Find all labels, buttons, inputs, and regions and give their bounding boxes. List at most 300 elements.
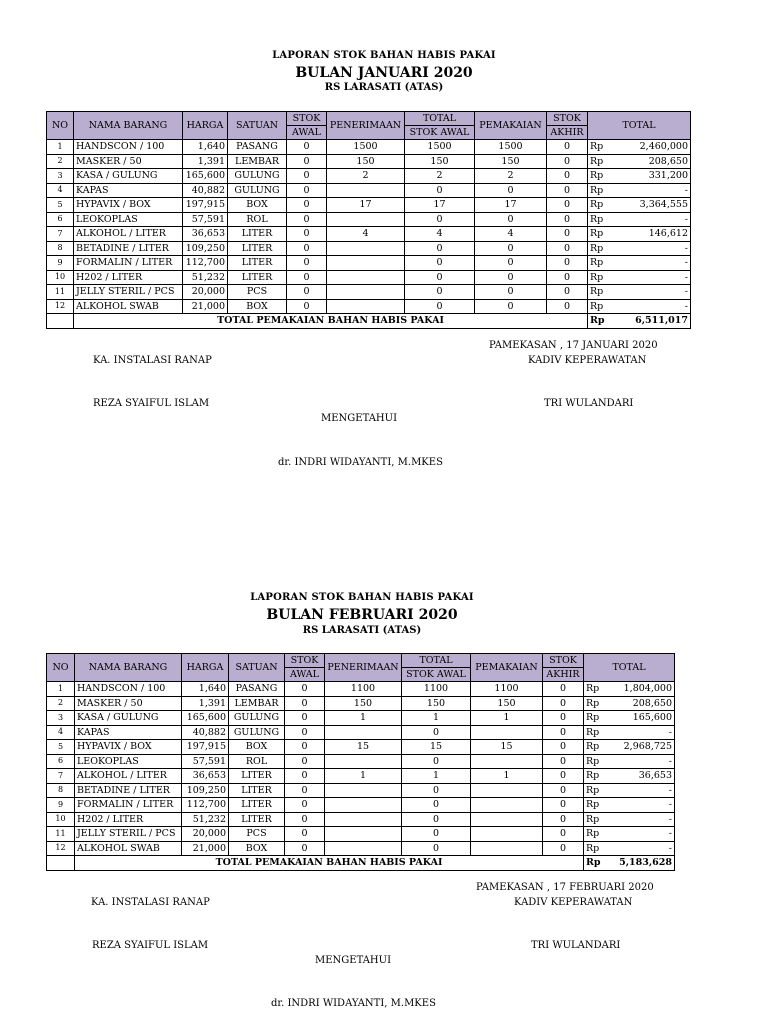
- row-stock-end: 0: [547, 299, 588, 314]
- row-received: [325, 783, 402, 798]
- report-februari: [0, 512, 768, 1024]
- row-stock-start: 0: [287, 299, 327, 314]
- row-price: 36,653: [182, 769, 229, 784]
- left-signatory-name: REZA SYAIFUL ISLAM: [93, 398, 210, 409]
- total-row-empty-cell: [47, 856, 75, 871]
- row-no: 12: [47, 299, 74, 314]
- col-header-satuan: SATUAN: [229, 654, 285, 682]
- row-total: -: [611, 183, 691, 198]
- row-stock-start: 0: [285, 696, 325, 711]
- row-usage: 17: [475, 198, 547, 213]
- row-total: -: [611, 299, 691, 314]
- row-no: 1: [47, 140, 74, 155]
- row-currency: Rp: [588, 154, 611, 169]
- row-item-name: KAPAS: [75, 725, 182, 740]
- row-unit: PCS: [229, 827, 285, 842]
- row-stock-start: 0: [285, 827, 325, 842]
- row-stock-end: 0: [547, 270, 588, 285]
- row-item-name: LEOKOPLAS: [74, 212, 183, 227]
- col-header-total-stok-top: TOTAL: [402, 654, 471, 668]
- row-stock-start: 0: [287, 212, 327, 227]
- row-total: 165,600: [606, 711, 675, 726]
- row-stock-end: 0: [543, 754, 584, 769]
- row-unit: LITER: [229, 798, 285, 813]
- row-received: 17: [327, 198, 405, 213]
- row-unit: LITER: [229, 769, 285, 784]
- row-stock-start: 0: [285, 725, 325, 740]
- row-stock-start: 0: [285, 711, 325, 726]
- row-currency: Rp: [584, 841, 606, 856]
- col-header-total-stok-bottom: STOK AWAL: [405, 126, 475, 140]
- row-stock-start: 0: [287, 256, 327, 271]
- total-currency: Rp: [588, 314, 611, 329]
- col-header-total-stok-bottom: STOK AWAL: [402, 668, 471, 682]
- row-stock-end: 0: [547, 140, 588, 155]
- row-stock-end: 0: [543, 696, 584, 711]
- total-label: TOTAL PEMAKAIAN BAHAN HABIS PAKAI: [74, 314, 588, 329]
- row-usage: 0: [475, 270, 547, 285]
- row-price: 57,591: [183, 212, 228, 227]
- row-unit: GULUNG: [228, 169, 287, 184]
- table-row: [47, 812, 675, 827]
- approver-name: dr. INDRI WIDAYANTI, M.MKES: [278, 457, 443, 468]
- row-total-stock: 0: [402, 827, 471, 842]
- row-no: 6: [47, 212, 74, 227]
- row-no: 7: [47, 227, 74, 242]
- row-usage: 0: [475, 212, 547, 227]
- row-usage: 1500: [475, 140, 547, 155]
- table-row: [47, 285, 691, 300]
- row-currency: Rp: [588, 285, 611, 300]
- row-currency: Rp: [584, 682, 606, 697]
- row-item-name: H202 / LITER: [74, 270, 183, 285]
- row-no: 9: [47, 256, 74, 271]
- table-row: [47, 154, 691, 169]
- row-price: 1,391: [182, 696, 229, 711]
- row-currency: Rp: [588, 299, 611, 314]
- col-header-stok-akhir-top: STOK: [543, 654, 584, 668]
- col-header-pemakaian: PEMAKAIAN: [475, 112, 547, 140]
- report-hospital: RS LARASATI (ATAS): [324, 82, 444, 93]
- row-usage: [471, 841, 543, 856]
- row-stock-end: 0: [543, 725, 584, 740]
- row-total: -: [611, 285, 691, 300]
- row-received: [325, 812, 402, 827]
- row-total-stock: 0: [402, 812, 471, 827]
- row-total: 3,364,555: [611, 198, 691, 213]
- row-total: 208,650: [606, 696, 675, 711]
- row-received: [325, 827, 402, 842]
- row-currency: Rp: [588, 169, 611, 184]
- row-total-stock: 0: [402, 783, 471, 798]
- col-header-stok-awal-bottom: AWAL: [285, 668, 325, 682]
- row-stock-start: 0: [285, 841, 325, 856]
- col-header-total: TOTAL: [584, 654, 675, 682]
- row-stock-start: 0: [285, 812, 325, 827]
- row-item-name: KASA / GULUNG: [75, 711, 182, 726]
- row-price: 197,915: [183, 198, 228, 213]
- table-row: [47, 740, 675, 755]
- row-item-name: FORMALIN / LITER: [74, 256, 183, 271]
- row-usage: [471, 812, 543, 827]
- mengetahui-label: MENGETAHUI: [315, 955, 392, 966]
- row-unit: BOX: [228, 299, 287, 314]
- row-currency: Rp: [588, 183, 611, 198]
- row-total-stock: 0: [405, 256, 475, 271]
- row-stock-end: 0: [547, 183, 588, 198]
- row-unit: PCS: [228, 285, 287, 300]
- row-item-name: BETADINE / LITER: [75, 783, 182, 798]
- row-total-stock: 1500: [405, 140, 475, 155]
- row-item-name: ALKOHOL / LITER: [74, 227, 183, 242]
- row-stock-start: 0: [285, 783, 325, 798]
- row-item-name: JELLY STERIL / PCS: [75, 827, 182, 842]
- row-price: 21,000: [182, 841, 229, 856]
- row-no: 5: [47, 740, 75, 755]
- row-item-name: ALKOHOL SWAB: [74, 299, 183, 314]
- row-stock-start: 0: [287, 270, 327, 285]
- row-received: 150: [327, 154, 405, 169]
- row-stock-end: 0: [543, 798, 584, 813]
- row-no: 10: [47, 270, 74, 285]
- row-stock-end: 0: [543, 812, 584, 827]
- row-received: [327, 212, 405, 227]
- row-received: 1500: [327, 140, 405, 155]
- row-price: 20,000: [182, 827, 229, 842]
- row-usage: 150: [475, 154, 547, 169]
- row-total-stock: 150: [402, 696, 471, 711]
- row-stock-end: 0: [547, 169, 588, 184]
- row-total: 331,200: [611, 169, 691, 184]
- row-stock-end: 0: [543, 783, 584, 798]
- total-currency: Rp: [584, 856, 606, 871]
- row-total-stock: 17: [405, 198, 475, 213]
- row-total: -: [611, 212, 691, 227]
- row-received: [327, 299, 405, 314]
- row-total: -: [606, 754, 675, 769]
- table-row: [47, 696, 675, 711]
- table-row: [47, 169, 691, 184]
- row-currency: Rp: [588, 198, 611, 213]
- row-usage: 1: [471, 711, 543, 726]
- row-stock-end: 0: [543, 827, 584, 842]
- col-header-total: TOTAL: [588, 112, 691, 140]
- table-row: [47, 198, 691, 213]
- row-item-name: MASKER / 50: [74, 154, 183, 169]
- left-signatory-name: REZA SYAIFUL ISLAM: [92, 940, 209, 951]
- row-total-stock: 1: [402, 769, 471, 784]
- row-currency: Rp: [584, 827, 606, 842]
- row-item-name: HYPAVIX / BOX: [74, 198, 183, 213]
- row-no: 11: [47, 827, 75, 842]
- row-usage: 0: [475, 299, 547, 314]
- right-signatory-role: KADIV KEPERAWATAN: [528, 355, 647, 366]
- row-total: 36,653: [606, 769, 675, 784]
- row-total-stock: 1100: [402, 682, 471, 697]
- row-item-name: BETADINE / LITER: [74, 241, 183, 256]
- row-item-name: MASKER / 50: [75, 696, 182, 711]
- table-row: [47, 227, 691, 242]
- report-title: LAPORAN STOK BAHAN HABIS PAKAI: [272, 50, 496, 61]
- row-unit: BOX: [229, 740, 285, 755]
- row-total: -: [606, 725, 675, 740]
- row-total-stock: 0: [402, 841, 471, 856]
- row-usage: [471, 798, 543, 813]
- table-row: [47, 827, 675, 842]
- left-signatory-role: KA. INSTALASI RANAP: [93, 355, 212, 366]
- row-received: 2: [327, 169, 405, 184]
- row-item-name: ALKOHOL / LITER: [75, 769, 182, 784]
- approver-name: dr. INDRI WIDAYANTI, M.MKES: [271, 998, 436, 1009]
- row-received: [325, 841, 402, 856]
- row-no: 6: [47, 754, 75, 769]
- row-total-stock: 4: [405, 227, 475, 242]
- row-stock-start: 0: [287, 183, 327, 198]
- row-total-stock: 0: [405, 183, 475, 198]
- col-header-harga: HARGA: [183, 112, 228, 140]
- row-price: 1,640: [183, 140, 228, 155]
- row-total-stock: 0: [402, 725, 471, 740]
- row-unit: BOX: [228, 198, 287, 213]
- row-stock-end: 0: [547, 285, 588, 300]
- row-unit: PASANG: [228, 140, 287, 155]
- row-stock-end: 0: [547, 256, 588, 271]
- report-hospital: RS LARASATI (ATAS): [302, 625, 422, 636]
- row-usage: 0: [475, 285, 547, 300]
- stock-table: [46, 653, 675, 871]
- row-stock-start: 0: [287, 140, 327, 155]
- place-date: PAMEKASAN , 17 FEBRUARI 2020: [476, 882, 654, 893]
- col-header-penerimaan: PENERIMAAN: [327, 112, 405, 140]
- row-no: 8: [47, 783, 75, 798]
- row-currency: Rp: [584, 754, 606, 769]
- row-price: 1,391: [183, 154, 228, 169]
- row-price: 109,250: [183, 241, 228, 256]
- row-stock-start: 0: [287, 285, 327, 300]
- row-total-stock: 0: [405, 270, 475, 285]
- row-total: 2,460,000: [611, 140, 691, 155]
- table-row: [47, 140, 691, 155]
- row-total: 2,968,725: [606, 740, 675, 755]
- row-usage: 4: [475, 227, 547, 242]
- row-received: [325, 754, 402, 769]
- table-row: [47, 769, 675, 784]
- row-total-stock: 0: [402, 798, 471, 813]
- row-price: 51,232: [183, 270, 228, 285]
- col-header-stok-akhir-bottom: AKHIR: [543, 668, 584, 682]
- row-total: 146,612: [611, 227, 691, 242]
- row-no: 7: [47, 769, 75, 784]
- row-usage: 0: [475, 241, 547, 256]
- row-item-name: FORMALIN / LITER: [75, 798, 182, 813]
- row-stock-end: 0: [543, 682, 584, 697]
- row-no: 11: [47, 285, 74, 300]
- row-stock-end: 0: [547, 198, 588, 213]
- table-row: [47, 256, 691, 271]
- row-currency: Rp: [588, 241, 611, 256]
- col-header-penerimaan: PENERIMAAN: [325, 654, 402, 682]
- row-item-name: HANDSCON / 100: [75, 682, 182, 697]
- row-unit: LITER: [228, 270, 287, 285]
- row-usage: [471, 754, 543, 769]
- row-price: 40,882: [183, 183, 228, 198]
- row-stock-start: 0: [285, 682, 325, 697]
- row-currency: Rp: [584, 740, 606, 755]
- row-stock-end: 0: [547, 154, 588, 169]
- right-signatory-role: KADIV KEPERAWATAN: [514, 897, 633, 908]
- row-usage: 2: [475, 169, 547, 184]
- row-unit: LEMBAR: [229, 696, 285, 711]
- mengetahui-label: MENGETAHUI: [321, 413, 398, 424]
- report-month: BULAN FEBRUARI 2020: [266, 607, 458, 623]
- table-row: [47, 299, 691, 314]
- row-usage: 0: [475, 256, 547, 271]
- row-received: [327, 256, 405, 271]
- row-usage: 1: [471, 769, 543, 784]
- col-header-stok-awal-top: STOK: [287, 112, 327, 126]
- row-stock-end: 0: [543, 711, 584, 726]
- row-currency: Rp: [588, 256, 611, 271]
- total-label: TOTAL PEMAKAIAN BAHAN HABIS PAKAI: [75, 856, 584, 871]
- row-usage: [471, 827, 543, 842]
- row-currency: Rp: [584, 798, 606, 813]
- row-unit: LITER: [229, 812, 285, 827]
- row-received: 15: [325, 740, 402, 755]
- row-unit: GULUNG: [229, 711, 285, 726]
- row-item-name: KAPAS: [74, 183, 183, 198]
- row-received: 1: [325, 769, 402, 784]
- row-no: 10: [47, 812, 75, 827]
- row-stock-end: 0: [547, 227, 588, 242]
- row-total: -: [611, 241, 691, 256]
- right-signatory-name: TRI WULANDARI: [531, 940, 621, 951]
- row-unit: LEMBAR: [228, 154, 287, 169]
- table-row: [47, 682, 675, 697]
- row-unit: LITER: [229, 783, 285, 798]
- row-received: 150: [325, 696, 402, 711]
- row-usage: 150: [471, 696, 543, 711]
- table-row: [47, 183, 691, 198]
- row-price: 36,653: [183, 227, 228, 242]
- row-total: -: [606, 841, 675, 856]
- row-total: -: [606, 783, 675, 798]
- table-row: [47, 212, 691, 227]
- row-stock-end: 0: [547, 241, 588, 256]
- row-stock-end: 0: [543, 769, 584, 784]
- row-usage: 1100: [471, 682, 543, 697]
- table-row: [47, 841, 675, 856]
- row-no: 12: [47, 841, 75, 856]
- row-stock-start: 0: [287, 169, 327, 184]
- row-price: 21,000: [183, 299, 228, 314]
- row-total-stock: 0: [402, 754, 471, 769]
- row-total-stock: 0: [405, 212, 475, 227]
- row-price: 197,915: [182, 740, 229, 755]
- row-total: -: [611, 270, 691, 285]
- row-no: 2: [47, 154, 74, 169]
- row-item-name: JELLY STERIL / PCS: [74, 285, 183, 300]
- total-value: 6,511,017: [611, 314, 691, 329]
- row-currency: Rp: [588, 270, 611, 285]
- row-currency: Rp: [584, 783, 606, 798]
- row-no: 4: [47, 183, 74, 198]
- row-total: 208,650: [611, 154, 691, 169]
- row-price: 165,600: [182, 711, 229, 726]
- row-received: 4: [327, 227, 405, 242]
- row-received: [327, 270, 405, 285]
- row-stock-start: 0: [285, 769, 325, 784]
- col-header-stok-awal-bottom: AWAL: [287, 126, 327, 140]
- row-received: 1: [325, 711, 402, 726]
- row-unit: LITER: [228, 256, 287, 271]
- right-signatory-name: TRI WULANDARI: [544, 398, 634, 409]
- row-item-name: KASA / GULUNG: [74, 169, 183, 184]
- row-total-stock: 0: [405, 241, 475, 256]
- col-header-stok-akhir-bottom: AKHIR: [547, 126, 588, 140]
- table-row: [47, 711, 675, 726]
- row-no: 3: [47, 169, 74, 184]
- row-received: [327, 285, 405, 300]
- row-total: -: [606, 798, 675, 813]
- row-stock-start: 0: [287, 241, 327, 256]
- row-unit: LITER: [228, 227, 287, 242]
- place-date: PAMEKASAN , 17 JANUARI 2020: [489, 340, 658, 351]
- row-received: [325, 725, 402, 740]
- row-currency: Rp: [584, 696, 606, 711]
- row-no: 3: [47, 711, 75, 726]
- row-currency: Rp: [588, 212, 611, 227]
- col-header-stok-awal-top: STOK: [285, 654, 325, 668]
- row-price: 112,700: [182, 798, 229, 813]
- row-usage: [471, 783, 543, 798]
- row-unit: GULUNG: [228, 183, 287, 198]
- row-total-stock: 150: [405, 154, 475, 169]
- row-total-stock: 2: [405, 169, 475, 184]
- row-stock-start: 0: [287, 154, 327, 169]
- row-total-stock: 15: [402, 740, 471, 755]
- row-unit: ROL: [229, 754, 285, 769]
- table-row: [47, 270, 691, 285]
- row-stock-start: 0: [287, 227, 327, 242]
- row-price: 109,250: [182, 783, 229, 798]
- row-no: 5: [47, 198, 74, 213]
- row-price: 40,882: [182, 725, 229, 740]
- table-row: [47, 783, 675, 798]
- row-received: 1100: [325, 682, 402, 697]
- row-stock-start: 0: [285, 754, 325, 769]
- row-unit: GULUNG: [229, 725, 285, 740]
- row-currency: Rp: [588, 140, 611, 155]
- col-header-nama-barang: NAMA BARANG: [74, 112, 183, 140]
- row-stock-end: 0: [543, 841, 584, 856]
- report-month: BULAN JANUARI 2020: [295, 65, 473, 81]
- col-header-no: NO: [47, 112, 74, 140]
- row-item-name: HYPAVIX / BOX: [75, 740, 182, 755]
- row-unit: LITER: [228, 241, 287, 256]
- row-price: 1,640: [182, 682, 229, 697]
- row-price: 51,232: [182, 812, 229, 827]
- row-total: -: [606, 827, 675, 842]
- row-price: 112,700: [183, 256, 228, 271]
- row-total-stock: 1: [402, 711, 471, 726]
- row-price: 20,000: [183, 285, 228, 300]
- row-stock-start: 0: [287, 198, 327, 213]
- left-signatory-role: KA. INSTALASI RANAP: [91, 897, 210, 908]
- col-header-harga: HARGA: [182, 654, 229, 682]
- row-item-name: LEOKOPLAS: [75, 754, 182, 769]
- row-item-name: HANDSCON / 100: [74, 140, 183, 155]
- row-currency: Rp: [584, 711, 606, 726]
